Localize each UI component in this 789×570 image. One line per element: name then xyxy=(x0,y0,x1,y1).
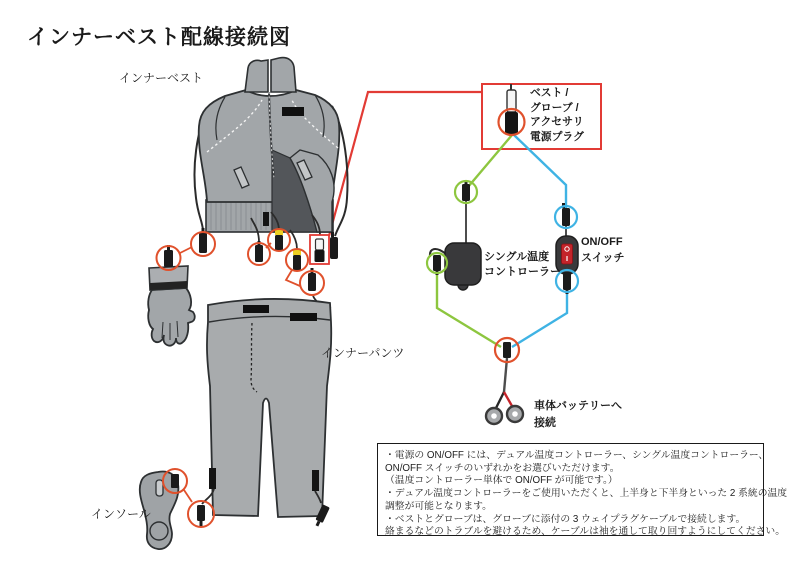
single-temperature-controller xyxy=(427,243,481,290)
vest-connector-cluster xyxy=(248,229,338,308)
vest-label: インナーベスト xyxy=(119,71,204,85)
single-controller-label-line: シングル温度 xyxy=(484,251,550,263)
green-wire xyxy=(437,135,512,347)
note-line: ・電源の ON/OFF には、デュアル温度コントローラー、シングル温度コントローラー、 xyxy=(385,450,769,461)
power-plug-box-label-line: 電源プラグ xyxy=(530,130,584,143)
waistband-label xyxy=(290,313,317,321)
glove-illustration xyxy=(148,228,215,346)
page-title: インナーベスト配線接続図 xyxy=(27,26,291,49)
cable-stems xyxy=(466,201,566,408)
power-plug-box-label-line: グローブ / xyxy=(530,101,579,114)
vest-illustration xyxy=(195,58,348,249)
pants-label: インナーパンツ xyxy=(321,346,405,360)
note-line: 調整が可能となります。 xyxy=(385,500,492,512)
note-line: ON/OFF スイッチのいずれかをお選びいただけます。 xyxy=(385,462,620,474)
battery-label-line: 接続 xyxy=(534,416,556,429)
pants-illustration xyxy=(188,299,331,528)
notes-box xyxy=(377,443,788,538)
onoff-switch-label xyxy=(581,235,625,266)
battery-label xyxy=(534,398,622,431)
single-controller-label xyxy=(484,250,561,280)
onoff-switch-label-line: ON/OFF xyxy=(581,236,623,248)
chest-brand-label xyxy=(282,107,304,116)
power-plug-box-label xyxy=(530,86,584,144)
waistband-label xyxy=(243,305,269,313)
note-line: （温度コントローラー単体で ON/OFF が可能です。） xyxy=(385,475,618,487)
single-controller-label-line: コントローラー xyxy=(484,266,561,278)
power-plug-box-label-line: アクセサリ xyxy=(530,116,584,129)
battery-ring-terminals xyxy=(486,406,523,424)
onoff-switch xyxy=(555,203,578,294)
red-connection-line xyxy=(329,92,482,236)
onoff-switch-label-line: スイッチ xyxy=(581,251,625,264)
note-line: ・ベストとグローブは、グローブに添付の 3 ウェイプラグケーブルで接続します。 xyxy=(385,513,746,525)
battery-label-line: 車体バッテリーへ xyxy=(534,400,622,412)
power-plug-box-label-line: ベスト / xyxy=(530,87,569,99)
insole-label: インソール xyxy=(91,507,151,521)
green-connector-top xyxy=(455,180,477,203)
note-line: ・デュアル温度コントローラーをご使用いただくと、上半身と下半身といった 2 系統の温度 xyxy=(385,488,788,500)
note-line: 絡まるなどのトラブルを避けるため、ケーブルは袖を通して取り回すようにしてください。 xyxy=(385,526,786,538)
